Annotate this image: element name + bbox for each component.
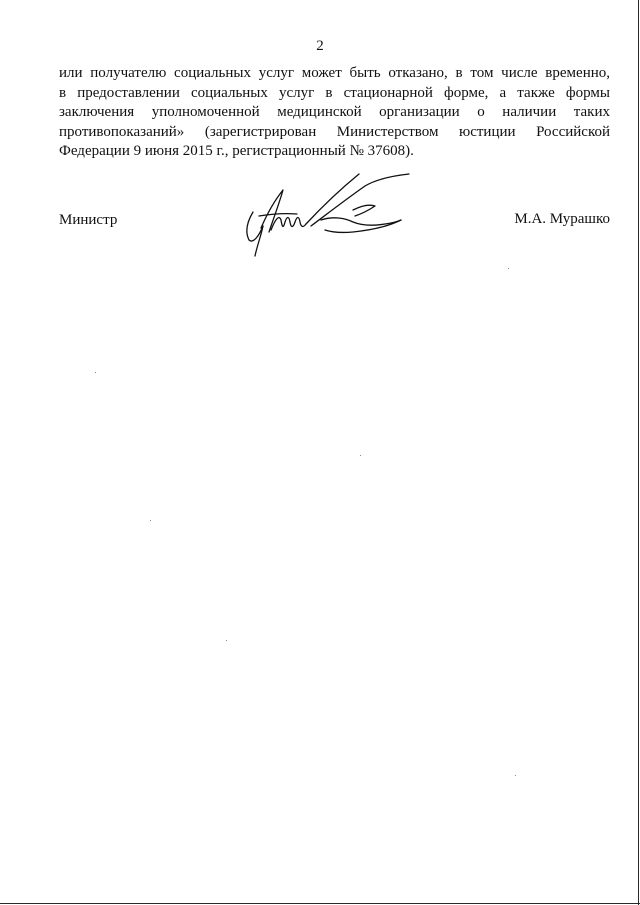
signer-title: Министр xyxy=(59,212,118,228)
body-line: заключения уполномоченной медицинской организации о наличии таких xyxy=(59,104,610,120)
body-line: или получателю социальных услуг может быть отказано, в том числе временно, xyxy=(59,65,610,81)
scan-speck xyxy=(226,640,227,641)
handwritten-signature xyxy=(241,170,421,265)
page-number: 2 xyxy=(316,38,324,54)
body-line: в предоставлении социальных услуг в стационарной форме, а также формы xyxy=(59,84,610,101)
scan-speck xyxy=(515,775,516,776)
signer-name: М.А. Мурашко xyxy=(514,211,610,227)
scan-speck xyxy=(150,520,151,521)
scan-speck xyxy=(95,372,96,373)
scan-speck xyxy=(360,455,361,456)
scan-edge-right xyxy=(638,0,639,905)
scan-edge-bottom xyxy=(0,903,640,904)
body-line: Федерации 9 июня 2015 г., регистрационный № 37608). xyxy=(59,143,414,159)
body-line: противопоказаний» (зарегистрирован Министерством юстиции Российской xyxy=(59,123,610,140)
signature-block xyxy=(59,170,610,270)
body-paragraph xyxy=(59,64,610,162)
scan-speck xyxy=(508,268,509,269)
